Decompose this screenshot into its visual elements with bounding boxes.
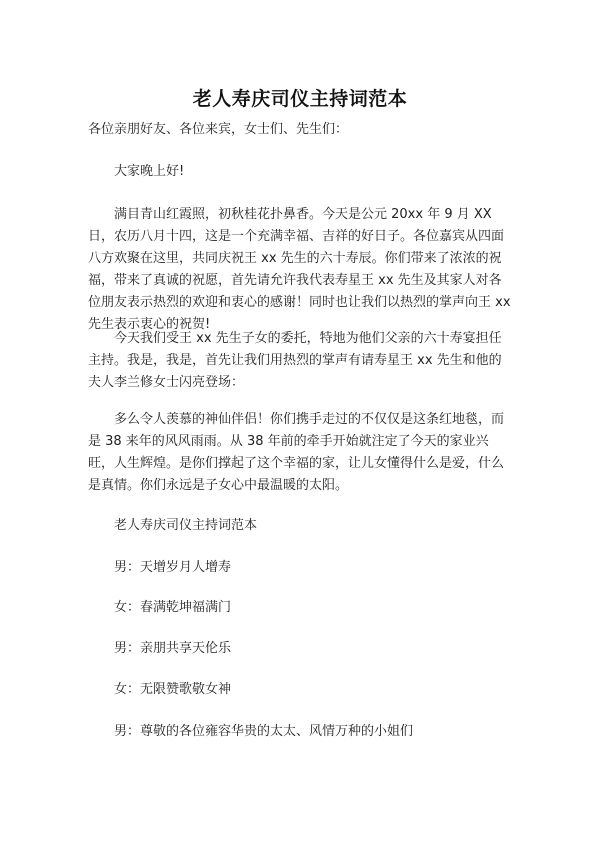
page-title: 老人寿庆司仪主持词范本 [192, 88, 408, 110]
greeting: 大家晚上好! [114, 164, 185, 179]
dialogue-line-1: 男：天增岁月人增寿 [114, 560, 232, 575]
dialogue-line-2: 女：春满乾坤福满门 [114, 600, 232, 615]
paragraph-3: 多么令人羡慕的神仙伴侣！你们携手走过的不仅仅是这条红地毯，而是 38 来年的风风雨雨。从 38 年前的牵手开始就注定了今天的家业兴旺，人生辉煌。是你们撑起了这个幸福的家，让儿女懂得什么是爱，什么是真情。你们永远是子女心中最温暖的太阳。 [88, 412, 505, 493]
salutation: 各位亲朋好友、各位来宾，女士们、先生们： [88, 122, 349, 137]
dialogue-line-4: 女：无限赞歌敬女神 [114, 682, 232, 697]
paragraph-2: 今天我们受王 xx 先生子女的委托，特地为他们父亲的六十寿宴担任主持。我是，我是，首先让我们用热烈的掌声有请寿星王 xx 先生和他的夫人李兰修女士闪亮登场： [88, 331, 502, 390]
paragraph-1: 满目青山红霞照，初秋桂花扑鼻香。今天是公元 20xx 年 9 月 XX 日，农历八月十四，这是一个充满幸福、吉祥的好日子。各位嘉宾从四面八方欢聚在这里，共同庆祝王 xx 先生的六十寿辰。你们带来了浓浓的祝福，带来了真诚的祝愿，首先请允许我代表寿星王 xx 先生及其家人对各位朋友表示热烈的欢迎和衷心的感谢！同时也让我们以热烈的掌声向王 xx 先生表示衷心的祝贺! [88, 207, 511, 332]
dialogue-line-3: 男：亲朋共享天伦乐 [114, 641, 232, 656]
dialogue-line-5: 男：尊敬的各位雍容华贵的太太、风情万种的小姐们 [114, 724, 414, 739]
subheading: 老人寿庆司仪主持词范本 [114, 518, 258, 533]
